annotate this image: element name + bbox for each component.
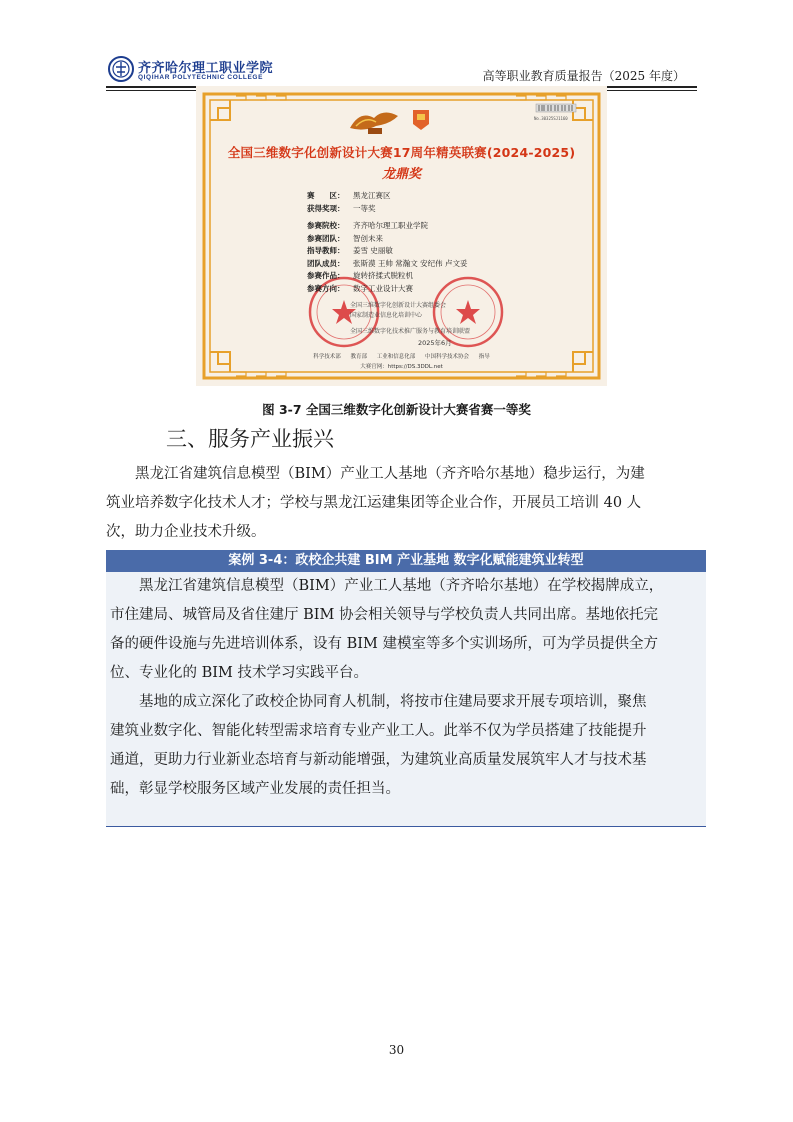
text-line: 通道，更助力行业新业态培育与新动能增强，为建筑业高质量发展筑牢人才与技术基: [110, 752, 647, 768]
field-value: 张斯漠 王帅 常瀚文 安纪伟 卢文妥: [353, 258, 468, 268]
field-label: 参赛团队：: [307, 233, 345, 243]
field-value: 黑龙江赛区: [353, 191, 391, 200]
field-value: 齐齐哈尔理工职业学院: [353, 221, 428, 230]
text-line: 市住建局、城管局及省住建厅 BIM 协会相关领导与学校负责人共同出席。基地依托完: [110, 607, 658, 623]
field-row: [307, 203, 468, 216]
section-heading: 三、服务产业振兴: [166, 427, 334, 451]
certificate-site: 大赛官网：https://DS.3DDL.net: [360, 364, 443, 370]
case-box: [106, 550, 706, 827]
field-value: 智创未来: [353, 233, 383, 243]
sponsor: 科学技术部: [313, 354, 341, 360]
sponsor: 指导: [478, 354, 490, 360]
sponsor: 中国科学技术协会: [425, 354, 470, 360]
sponsor: 工业和信息化部: [376, 354, 416, 360]
field-value: 一等奖: [353, 203, 376, 213]
certificate-award: 龙鼎奖: [381, 167, 421, 182]
qr-code-icon: [536, 104, 576, 112]
dragon-trophy-logo: [346, 106, 406, 136]
school-name-en: QIQIHAR POLYTECHNIC COLLEGE: [138, 74, 264, 81]
field-label: 参赛方向：: [307, 283, 345, 293]
certificate-date: 2025年6月: [418, 339, 452, 347]
field-label: 参赛院校：: [307, 221, 345, 230]
field-value: 数字工业设计大赛: [353, 283, 413, 293]
case-body: [106, 572, 706, 804]
text-line: 黑龙江省建筑信息模型（BIM）产业工人基地（齐齐哈尔基地）在学校揭牌成立，: [139, 578, 664, 594]
field-row: [307, 220, 468, 233]
field-row: [307, 190, 468, 203]
certificate-title: 全国三维数字化创新设计大赛17周年精英联赛(2024-2025): [227, 145, 576, 160]
certificate-fields: [307, 190, 468, 295]
trophy-badge-icon: [410, 108, 432, 132]
text-line: 筑业培养数字化技术人才；学校与黑龙江运建集团等企业合作，开展员工培训 40 人: [106, 495, 642, 511]
field-row: [307, 245, 468, 258]
organizer-line: 国家制造业信息化培训中心: [350, 312, 423, 319]
field-value: 姜雪 史丽敏: [353, 246, 393, 255]
text-line: 础，彰显学校服务区域产业发展的责任担当。: [110, 781, 400, 797]
field-row: [307, 233, 468, 246]
page-number: 30: [388, 1043, 405, 1057]
field-row: [307, 258, 468, 271]
certificate-image: [196, 86, 607, 386]
text-line: 基地的成立深化了政校企协同育人机制，将按市住建局要求开展专项培训，聚焦: [139, 694, 647, 710]
field-value: 旋转挤揉式脱粒机: [353, 271, 413, 280]
field-label: 指导教师：: [307, 246, 345, 255]
organizer-line: 全国三维数字化技术推广服务与教育培训联盟: [350, 328, 471, 335]
school-name-cn: 齐齐哈尔理工职业学院: [138, 61, 274, 76]
figure-caption: 图 3-7 全国三维数字化创新设计大赛省赛一等奖: [262, 402, 531, 417]
text-line: 位、专业化的 BIM 技术学习实践平台。: [110, 665, 368, 681]
text-line: 次，助力企业技术升级。: [106, 524, 266, 540]
field-row: [307, 270, 468, 283]
text-line: 建筑业数字化、智能化转型需求培育专业产业工人。此举不仅为学员搭建了技能提升: [110, 723, 647, 739]
field-label: 团队成员：: [307, 258, 345, 268]
certificate-serial: No.30325SJ1160: [534, 116, 568, 121]
field-label: 赛 区：: [307, 191, 345, 200]
text-line: 黑龙江省建筑信息模型（BIM）产业工人基地（齐齐哈尔基地）稳步运行，为建: [135, 466, 645, 482]
certificate-sponsors: [196, 352, 607, 360]
report-title: 高等职业教育质量报告（2025 年度）: [482, 69, 685, 83]
sponsor: 教育部: [350, 354, 367, 360]
field-label: 获得奖项：: [307, 203, 345, 213]
field-row: [307, 283, 468, 296]
field-label: 参赛作品：: [307, 271, 345, 280]
text-line: 备的硬件设施与先进培训体系，设有 BIM 建模室等多个实训场所，可为学员提供全方: [110, 636, 658, 652]
college-logo-icon: [108, 56, 134, 82]
case-title: 案例 3-4：政校企共建 BIM 产业基地 数字化赋能建筑业转型: [106, 550, 706, 572]
organizer-line: 全国三维数字化创新设计大赛组委会: [350, 302, 447, 309]
intro-paragraph: [106, 460, 702, 547]
